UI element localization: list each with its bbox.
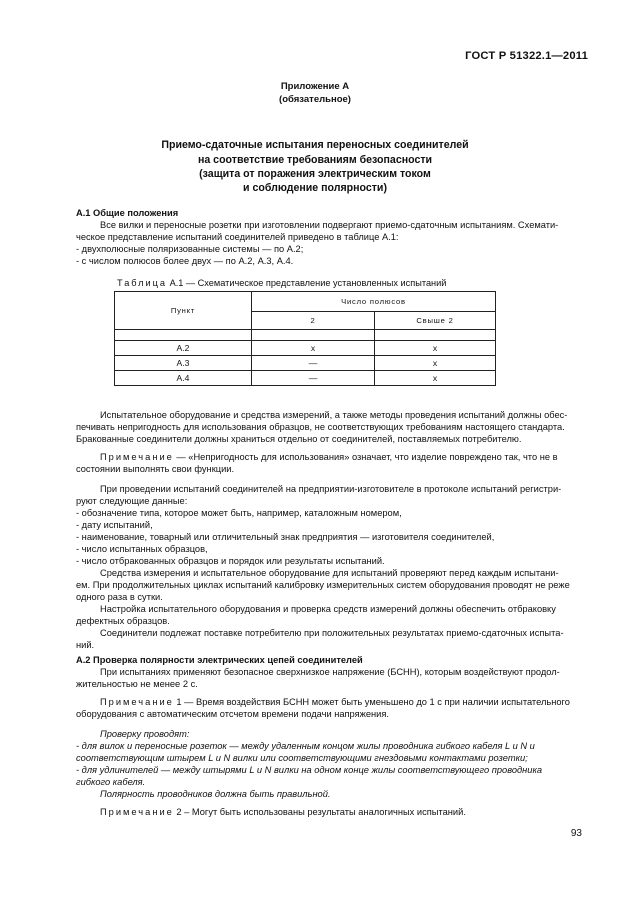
doc-title-line-3: (защита от поражения электрическим током [199,168,431,180]
text-line: состоянии выполнять свои функции. [76,464,235,474]
section-a1-paragraph [76,219,582,267]
list-item: - с числом полюсов более двух — по А.2, А.3, А.4. [76,256,294,266]
text-line: - для вилок и переносные розеток — между удаленным концом жилы проводника гибкого кабеля L и N и [76,741,535,751]
text-line: ческое представление испытаний соединителей приведено в таблице А.1: [76,232,399,242]
spacer-cell [375,330,496,341]
text-line: Все вилки и переносные розетки при изготовлении подвергают приемо-сдаточным испытаниям. Схемати- [100,220,559,230]
spacer-cell [115,330,252,341]
table-caption-text: А.1 — Схематическое представление установленных испытаний [167,278,447,288]
text-line: ний. [76,640,95,650]
text-line [76,696,582,708]
list-item: - двухполюсные поляризованные системы — по А.2; [76,244,304,254]
list-item: - наименование, товарный или отличительный знак предприятия — изготовителя соединителей, [76,532,495,542]
text-line: руют следующие данные: [76,496,188,506]
list-item: - дату испытаний, [76,520,153,530]
text-line: Проверку проводят: [100,729,190,739]
note-text: 2 – Могут быть использованы результаты аналогичных испытаний. [173,807,466,817]
text-line: оборудования с автоматическим отсчетом времени подачи напряжения. [76,709,389,719]
table-caption [117,277,446,289]
cell-more: x [375,356,496,371]
text-line: Соединители подлежат поставке потребителю при положительных результатах приемо-сдаточных испыта- [100,628,564,638]
text-line: одного раза в сутки. [76,592,163,602]
text-line: жительностью не менее 2 с. [76,679,198,689]
text-line: соответствующим штырем L и N вилки или соответствующими гнездовыми контактами розетки; [76,753,528,763]
section-a2-paragraph [76,666,582,690]
text-line: - для удлинителей — между штырями L и N вилки на одном конце жилы соответствующего проводника [76,765,543,775]
section-a2-heading: А.2 Проверка полярности электрических цепей соединителей [76,655,363,665]
annex-status: (обязательное) [279,94,351,105]
column-header-two: 2 [252,312,375,330]
standard-header: ГОСТ Р 51322.1—2011 [465,50,588,62]
cell-more: x [375,341,496,356]
column-header-item: Пункт [115,292,252,330]
text-line: Испытательное оборудование и средства измерений, а также методы проведения испытаний должны обес- [100,410,568,420]
polarity-check-paragraph [76,728,582,800]
spacer-cell [252,330,375,341]
list-item: - число отбракованных образцов и порядок или результаты испытаний. [76,556,385,566]
equipment-paragraph [76,409,582,445]
cell-item: А.2 [115,341,252,356]
table-caption-label: Таблица [117,278,168,288]
section-a1-heading: А.1 Общие положения [76,208,179,218]
cell-two: x [252,341,375,356]
note-label: Примечание [100,807,174,817]
test-schedule-table [114,291,496,386]
text-line: Полярность проводников должна быть правильной. [100,789,331,799]
note-unfit [76,451,582,475]
note-text: 1 — Время воздействия БСНН может быть уменьшено до 1 с при наличии испытательного [173,697,570,707]
list-item: - обозначение типа, которое может быть, например, каталожным номером, [76,508,402,518]
note-label: Примечание [100,452,174,462]
cell-item: А.4 [115,371,252,386]
cell-item: А.3 [115,356,252,371]
note-2 [76,806,582,818]
table-row [115,356,496,371]
text-line: Средства измерения и испытательное оборудование для испытаний проверяют перед каждым испытани- [100,568,559,578]
text-line: печивать непригодность для использования образцов, не соответствующих требованиям настоящего стандарта. [76,422,565,432]
doc-title-line-2: на соответствие требованиям безопасности [197,154,433,166]
text-line: Бракованные соединители должны храниться отдельно от соединителей, поставляемых потребителю. [76,434,522,444]
table-row [115,341,496,356]
text-line [76,451,582,463]
text-line [76,806,582,818]
doc-title-line-4: и соблюдение полярности) [243,182,387,194]
text-line: гибкого кабеля. [76,777,146,787]
column-header-poles: Число полюсов [252,292,496,312]
cell-two: — [252,356,375,371]
annex-title: Приложение А [280,81,350,92]
column-header-more: Свыше 2 [375,312,496,330]
list-item: - число испытанных образцов, [76,544,208,554]
text-line: Настройка испытательного оборудования и проверка средств измерений должны обеспечить отбраковку [100,604,556,614]
cell-two: — [252,371,375,386]
text-line: При проведении испытаний соединителей на предприятии-изготовителе в протоколе испытаний регистри- [100,484,562,494]
note-text: — «Непригодность для использования» означает, что изделие повреждено так, что не в [173,452,558,462]
note-1 [76,696,582,720]
text-line: дефектных образцов. [76,616,170,626]
doc-title-line-1: Приемо-сдаточные испытания переносных соединителей [161,139,469,151]
cell-more: x [375,371,496,386]
text-line: ем. При продолжительных циклах испытаний калибровку измерительных систем оборудования проводят не реже [76,580,570,590]
note-label: Примечание [100,697,174,707]
protocol-paragraph [76,483,582,651]
page-number: 93 [570,828,582,839]
text-line: При испытаниях применяют безопасное сверхнизкое напряжение (БСНН), которым воздействуют продол- [100,667,560,677]
table-row [115,371,496,386]
